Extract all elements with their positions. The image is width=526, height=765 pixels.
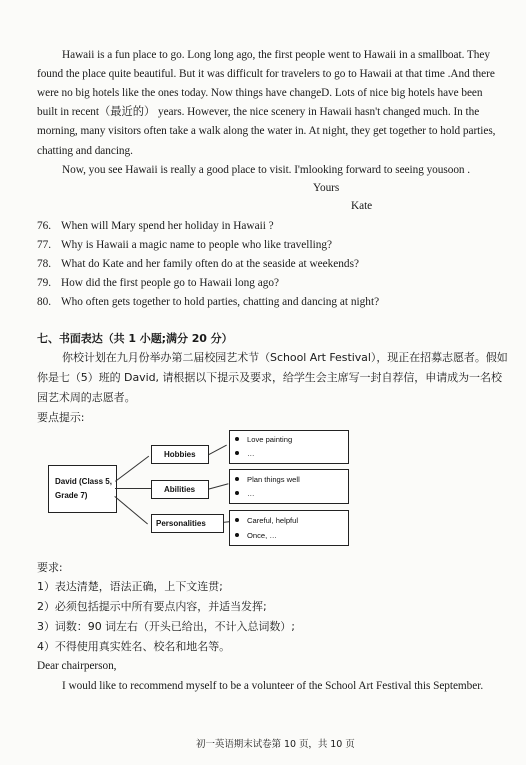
points-box-abilities xyxy=(229,469,349,504)
bullet-icon xyxy=(235,477,239,481)
bullet-icon xyxy=(235,533,239,537)
intro-line-3: 园艺术周的志愿者。 xyxy=(37,391,136,404)
letter-salutation: Dear chairperson, xyxy=(37,660,117,672)
letter-opening: I would like to recommend myself to be a volunteer of the School Art Festival this September. xyxy=(62,680,484,692)
connector-abilities xyxy=(115,488,152,489)
intro-line-2: 你是七（5）班的 David, 请根据以下提示及要求，给学生会主席写一封自荐信，申请成为一名校 xyxy=(37,371,502,384)
question-text: Why is Hawaii a magic name to people who like travelling? xyxy=(61,239,333,251)
points-box-personalities xyxy=(229,510,349,546)
question-number: 76. xyxy=(37,220,52,232)
hints-label: 要点提示: xyxy=(37,411,85,424)
question-text: Who often gets together to hold parties, chatting and dancing at night? xyxy=(61,296,380,308)
requirements-label: 要求: xyxy=(37,561,63,574)
requirement-3: 3）词数：90 词左右（开头已给出，不计入总词数）; xyxy=(37,620,295,633)
letter-signature: Kate xyxy=(351,200,373,212)
passage-line-1: Hawaii is a fun place to go. Long long ago, the first people went to Hawaii in a smallboat. They xyxy=(62,49,490,61)
passage-line-7: Now, you see Hawaii is really a good place to visit. I'mlooking forward to seeing yousoon . xyxy=(62,164,471,176)
point-text: … xyxy=(247,489,255,498)
passage-line-2: found the place quite beautiful. But it was difficult for travelers to go to Hawaii at that time .And there xyxy=(37,68,495,80)
page-footer: 初一英语期末试卷第 10 页，共 10 页 xyxy=(196,739,355,750)
question-number: 80. xyxy=(37,296,52,308)
question-78 xyxy=(37,258,359,270)
passage-line-4: built in recent（最近的） years. However, the nice scenery in Hawaii hasn't changed much. In the xyxy=(37,106,480,118)
point-hobbies-1 xyxy=(235,435,292,444)
bullet-icon xyxy=(235,437,239,441)
point-text: … xyxy=(247,449,255,458)
branch-box-hobbies xyxy=(151,445,209,464)
question-number: 79. xyxy=(37,277,52,289)
point-abilities-1 xyxy=(235,475,300,484)
branch-label-personalities: Personalities xyxy=(156,519,206,528)
diagram-root-label: David (Class 5, Grade 7) xyxy=(55,477,112,500)
passage-line-3: were no big hotels like the ones today. Now things have changeD. Lots of nice big hotels have been xyxy=(37,87,483,99)
branch-label-hobbies: Hobbies xyxy=(164,450,196,459)
question-text: When will Mary spend her holiday in Hawaii ? xyxy=(61,220,274,232)
branch-label-abilities: Abilities xyxy=(164,485,196,494)
branch-box-abilities xyxy=(151,480,209,499)
connector-personalities xyxy=(114,496,148,524)
passage-line-6: chatting and dancing. xyxy=(37,145,133,157)
question-number: 77. xyxy=(37,239,52,251)
requirement-1: 1）表达清楚，语法正确，上下文连贯; xyxy=(37,580,223,593)
point-text: Once, … xyxy=(247,531,277,540)
points-box-hobbies xyxy=(229,430,349,464)
point-text: Careful, helpful xyxy=(247,516,299,525)
requirement-4: 4）不得使用真实姓名、校名和地名等。 xyxy=(37,640,231,653)
point-text: Love painting xyxy=(247,435,293,444)
requirement-2: 2）必须包括提示中所有要点内容，并适当发挥; xyxy=(37,600,267,613)
question-76 xyxy=(37,220,274,232)
point-personalities-2 xyxy=(235,531,277,540)
intro-line-1: 你校计划在九月份举办第二届校园艺术节（School Art Festival），现正在招募志愿者。假如 xyxy=(62,351,508,364)
question-79 xyxy=(37,277,279,289)
question-77 xyxy=(37,239,332,251)
section-heading: 七、书面表达（共 1 小题;满分 20 分） xyxy=(37,332,233,345)
bullet-icon xyxy=(235,518,239,522)
connector-hobbies xyxy=(115,456,149,482)
point-hobbies-2 xyxy=(235,449,255,458)
connector-abilities-points xyxy=(207,483,229,490)
bullet-icon xyxy=(235,451,239,455)
diagram-root-box xyxy=(48,465,117,513)
point-abilities-2 xyxy=(235,489,255,498)
connector-hobbies-points xyxy=(207,445,227,456)
point-text: Plan things well xyxy=(247,475,300,484)
question-number: 78. xyxy=(37,258,52,270)
letter-closing: Yours xyxy=(313,182,340,194)
question-text: What do Kate and her family often do at the seaside at weekends? xyxy=(61,258,359,270)
passage-line-5: morning, many visitors often take a walk along the water in. At night, they get together to hold parties, xyxy=(37,125,496,137)
bullet-icon xyxy=(235,491,239,495)
branch-box-personalities xyxy=(151,514,224,533)
point-personalities-1 xyxy=(235,516,298,525)
question-text: How did the first people go to Hawaii long ago? xyxy=(61,277,280,289)
question-80 xyxy=(37,296,379,308)
